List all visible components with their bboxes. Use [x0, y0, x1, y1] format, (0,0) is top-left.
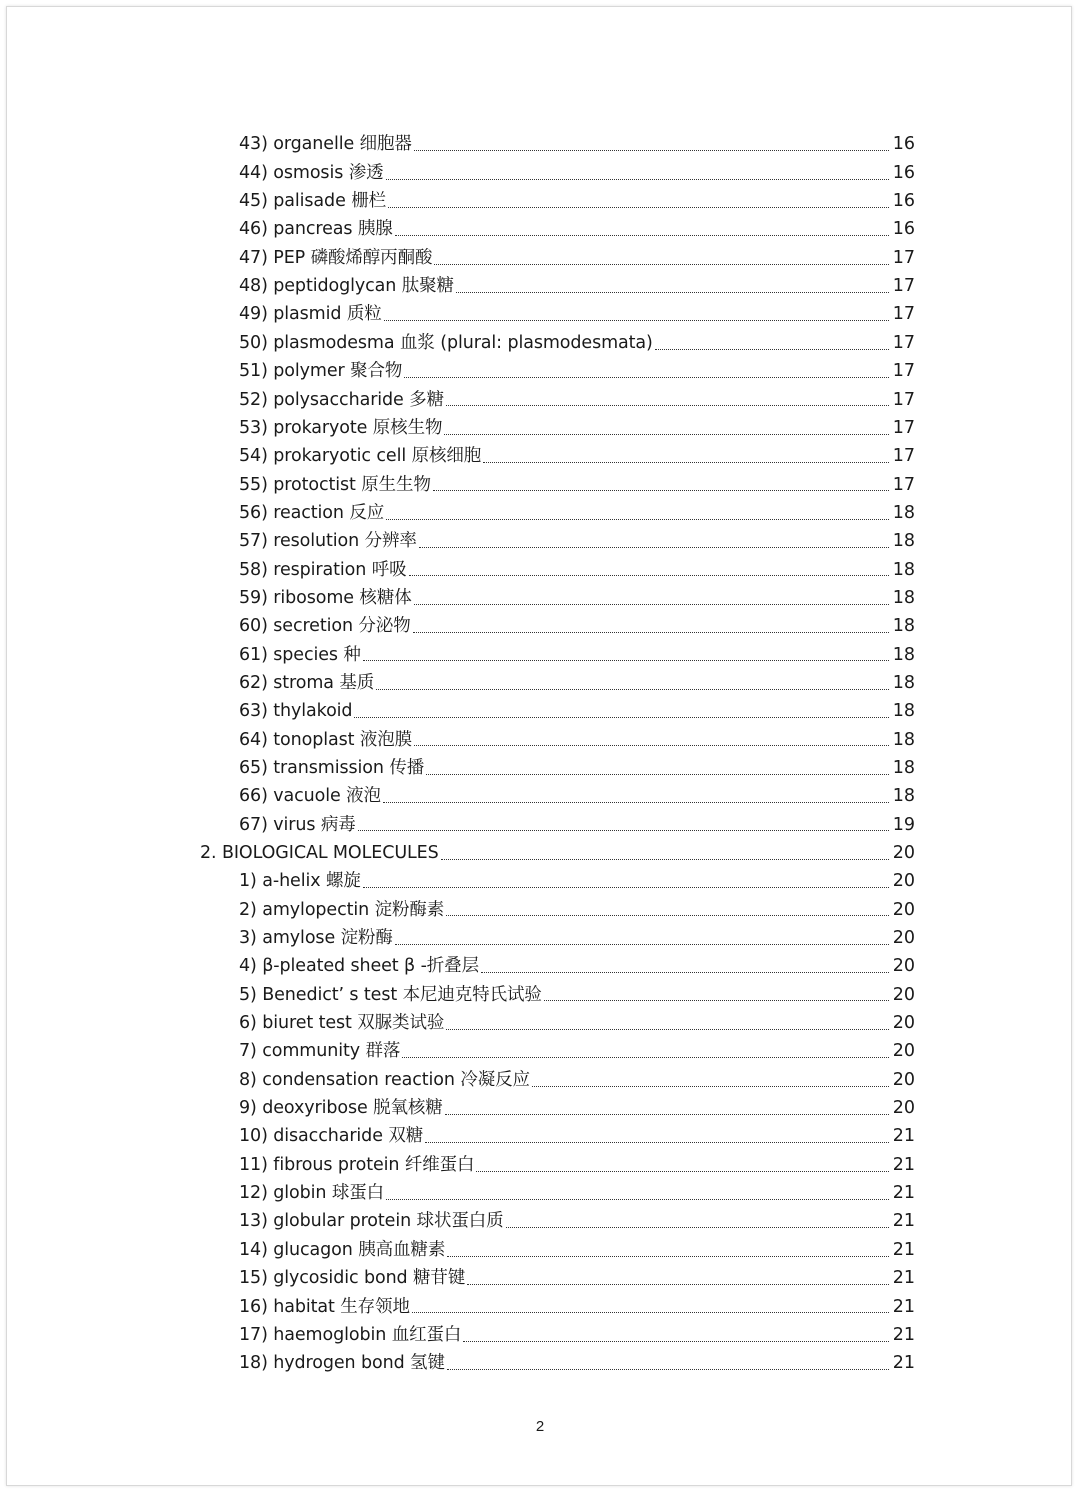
toc-entry[interactable] [0, 1038, 1080, 1066]
toc-entry-label: 58) respiration 呼吸 [239, 559, 407, 580]
toc-entry-page-number: 21 [892, 1268, 915, 1289]
toc-entry-page-number: 18 [892, 672, 915, 693]
toc-entry-label: 2. BIOLOGICAL MOLECULES [200, 843, 439, 864]
toc-entry[interactable] [0, 528, 1080, 556]
toc-entry-page-number: 20 [892, 899, 915, 920]
toc-entry[interactable] [0, 925, 1080, 953]
dot-leader [354, 716, 889, 718]
toc-entry[interactable] [0, 443, 1080, 471]
toc-entry-page-number: 18 [892, 502, 915, 523]
dot-leader [434, 263, 889, 265]
toc-entry-page-number: 17 [892, 417, 915, 438]
toc-entry-page-number: 17 [892, 304, 915, 325]
toc-entry-label: 6) biuret test 双脲类试验 [239, 1013, 445, 1034]
toc-entry[interactable] [0, 216, 1080, 244]
toc-entry-label: 4) β-pleated sheet β -折叠层 [239, 956, 479, 977]
toc-entry[interactable] [0, 670, 1080, 698]
toc-entry[interactable] [0, 896, 1080, 924]
dot-leader [414, 149, 889, 151]
toc-entry[interactable] [0, 244, 1080, 272]
dot-leader [386, 178, 890, 180]
toc-entry-label: 67) virus 病毒 [239, 814, 356, 835]
dot-leader [446, 404, 889, 406]
toc-entry-page-number: 17 [892, 247, 915, 268]
toc-entry-label: 10) disaccharide 双糖 [239, 1126, 424, 1147]
toc-entry[interactable] [0, 981, 1080, 1009]
toc-entry-label: 60) secretion 分泌物 [239, 616, 411, 637]
toc-entry-label: 11) fibrous protein 纤维蛋白 [239, 1154, 475, 1175]
toc-entry[interactable] [0, 471, 1080, 499]
dot-leader [483, 461, 889, 463]
dot-leader [481, 971, 889, 973]
toc-entry[interactable] [0, 131, 1080, 159]
dot-leader [419, 546, 889, 548]
toc-entry-page-number: 18 [892, 644, 915, 665]
dot-leader [445, 1113, 889, 1115]
toc-entry[interactable] [0, 414, 1080, 442]
dot-leader [388, 206, 889, 208]
toc-entry[interactable] [0, 868, 1080, 896]
toc-entry[interactable] [0, 1350, 1080, 1378]
dot-leader [414, 603, 889, 605]
toc-entry-page-number: 18 [892, 587, 915, 608]
dot-leader [425, 1141, 889, 1143]
toc-entry[interactable] [0, 726, 1080, 754]
toc-entry-label: 57) resolution 分辨率 [239, 531, 417, 552]
toc-entry[interactable] [0, 1151, 1080, 1179]
toc-entry-page-number: 21 [892, 1353, 915, 1374]
table-of-contents [0, 131, 1080, 1378]
toc-entry-label: 14) glucagon 胰高血糖素 [239, 1239, 446, 1260]
toc-entry-page-number: 18 [892, 729, 915, 750]
toc-entry-label: 43) organelle 细胞器 [239, 134, 412, 155]
dot-leader [404, 376, 889, 378]
toc-entry-label: 3) amylose 淀粉酶 [239, 928, 393, 949]
toc-entry[interactable] [0, 329, 1080, 357]
toc-entry-label: 48) peptidoglycan 肽聚糖 [239, 276, 454, 297]
toc-entry-label: 45) palisade 栅栏 [239, 191, 386, 212]
dot-leader [363, 886, 889, 888]
toc-entry[interactable] [0, 1321, 1080, 1349]
dot-leader [358, 829, 889, 831]
toc-entry-label: 17) haemoglobin 血红蛋白 [239, 1324, 462, 1345]
dot-leader [412, 1311, 889, 1313]
dot-leader [363, 659, 889, 661]
toc-entry[interactable] [0, 783, 1080, 811]
toc-entry-page-number: 17 [892, 389, 915, 410]
toc-entry-page-number: 20 [892, 1098, 915, 1119]
toc-entry-page-number: 18 [892, 616, 915, 637]
toc-entry-label: 62) stroma 基质 [239, 672, 375, 693]
toc-entry[interactable] [0, 386, 1080, 414]
toc-entry-label: 12) globin 球蛋白 [239, 1183, 385, 1204]
toc-entry[interactable] [0, 556, 1080, 584]
dot-leader [395, 943, 889, 945]
dot-leader [409, 574, 889, 576]
dot-leader [456, 291, 889, 293]
toc-entry-label: 50) plasmodesma 血浆 (plural: plasmodesmata) [239, 332, 653, 353]
toc-entry[interactable] [0, 499, 1080, 527]
toc-entry-label: 65) transmission 传播 [239, 757, 425, 778]
toc-entry-page-number: 20 [892, 1069, 915, 1090]
toc-entry-page-number: 20 [892, 928, 915, 949]
toc-entry-page-number: 18 [892, 701, 915, 722]
toc-entry-page-number: 20 [892, 871, 915, 892]
toc-entry-page-number: 18 [892, 757, 915, 778]
toc-entry[interactable] [0, 811, 1080, 839]
toc-entry-label: 1) a-helix 螺旋 [239, 871, 361, 892]
toc-entry-page-number: 18 [892, 531, 915, 552]
dot-leader [476, 1170, 889, 1172]
toc-entry[interactable] [0, 641, 1080, 669]
dot-leader [447, 1255, 889, 1257]
dot-leader [414, 744, 889, 746]
toc-entry-label: 44) osmosis 渗透 [239, 162, 384, 183]
toc-entry-page-number: 18 [892, 559, 915, 580]
dot-leader [441, 858, 889, 860]
toc-entry-page-number: 17 [892, 446, 915, 467]
toc-entry-page-number: 16 [892, 219, 915, 240]
dot-leader [402, 1056, 889, 1058]
dot-leader [446, 914, 889, 916]
toc-entry-label: 66) vacuole 液泡 [239, 786, 381, 807]
toc-entry-label: 2) amylopectin 淀粉酶素 [239, 899, 445, 920]
toc-entry-label: 16) habitat 生存领地 [239, 1296, 410, 1317]
toc-entry-label: 55) protoctist 原生生物 [239, 474, 431, 495]
dot-leader [376, 688, 889, 690]
toc-entry-page-number: 21 [892, 1296, 915, 1317]
toc-entry-label: 64) tonoplast 液泡膜 [239, 729, 413, 750]
toc-entry[interactable] [0, 1010, 1080, 1038]
toc-entry-page-number: 16 [892, 162, 915, 183]
toc-entry[interactable] [0, 1208, 1080, 1236]
toc-entry[interactable] [0, 613, 1080, 641]
dot-leader [386, 1198, 889, 1200]
toc-entry-page-number: 21 [892, 1324, 915, 1345]
toc-entry-label: 47) PEP 磷酸烯醇丙酮酸 [239, 247, 433, 268]
toc-entry-page-number: 19 [892, 814, 915, 835]
toc-entry[interactable] [0, 1265, 1080, 1293]
toc-entry-page-number: 21 [892, 1126, 915, 1147]
dot-leader [447, 1368, 889, 1370]
toc-entry[interactable] [0, 1123, 1080, 1151]
toc-entry-page-number: 20 [892, 984, 915, 1005]
dot-leader [506, 1226, 889, 1228]
toc-entry-page-number: 17 [892, 361, 915, 382]
toc-entry-page-number: 16 [892, 191, 915, 212]
toc-entry-label: 56) reaction 反应 [239, 502, 385, 523]
dot-leader [444, 433, 889, 435]
dot-leader [426, 773, 889, 775]
toc-entry[interactable] [0, 301, 1080, 329]
toc-entry-page-number: 17 [892, 276, 915, 297]
toc-entry-label: 46) pancreas 胰腺 [239, 219, 393, 240]
toc-entry-label: 7) community 群落 [239, 1041, 401, 1062]
toc-entry-page-number: 17 [892, 474, 915, 495]
dot-leader [395, 234, 889, 236]
toc-entry-page-number: 20 [892, 956, 915, 977]
toc-entry-label: 9) deoxyribose 脱氧核糖 [239, 1098, 443, 1119]
toc-entry-page-number: 18 [892, 786, 915, 807]
toc-entry[interactable] [0, 1095, 1080, 1123]
toc-entry[interactable] [0, 1066, 1080, 1094]
toc-entry[interactable] [0, 188, 1080, 216]
toc-entry[interactable] [0, 1293, 1080, 1321]
toc-entry-page-number: 20 [892, 1041, 915, 1062]
dot-leader [433, 489, 889, 491]
toc-entry[interactable] [0, 273, 1080, 301]
page-number: 2 [535, 1418, 545, 1435]
dot-leader [655, 348, 889, 350]
toc-entry-label: 18) hydrogen bond 氢键 [239, 1353, 445, 1374]
dot-leader [544, 999, 889, 1001]
toc-entry-page-number: 21 [892, 1239, 915, 1260]
toc-entry-page-number: 17 [892, 332, 915, 353]
dot-leader [383, 801, 889, 803]
toc-entry[interactable] [0, 953, 1080, 981]
dot-leader [532, 1085, 889, 1087]
dot-leader [413, 631, 889, 633]
toc-entry[interactable] [0, 1236, 1080, 1264]
dot-leader [446, 1028, 889, 1030]
dot-leader [386, 518, 889, 520]
dot-leader [467, 1283, 889, 1285]
toc-entry[interactable] [0, 698, 1080, 726]
toc-entry-label: 13) globular protein 球状蛋白质 [239, 1211, 504, 1232]
toc-entry-page-number: 20 [892, 1013, 915, 1034]
toc-entry-page-number: 21 [892, 1211, 915, 1232]
toc-entry-label: 51) polymer 聚合物 [239, 361, 403, 382]
toc-entry[interactable] [0, 358, 1080, 386]
toc-entry-label: 5) Benedict’ s test 本尼迪克特氏试验 [239, 984, 542, 1005]
toc-entry[interactable] [0, 159, 1080, 187]
toc-entry-label: 61) species 种 [239, 644, 361, 665]
toc-entry-page-number: 21 [892, 1183, 915, 1204]
toc-entry-label: 8) condensation reaction 冷凝反应 [239, 1069, 530, 1090]
toc-section-heading[interactable] [0, 840, 1080, 868]
toc-entry-page-number: 21 [892, 1154, 915, 1175]
dot-leader [384, 319, 889, 321]
toc-entry-page-number: 20 [892, 843, 915, 864]
toc-entry-label: 49) plasmid 质粒 [239, 304, 382, 325]
toc-entry-page-number: 16 [892, 134, 915, 155]
toc-entry-label: 54) prokaryotic cell 原核细胞 [239, 446, 482, 467]
toc-entry-label: 53) prokaryote 原核生物 [239, 417, 443, 438]
toc-entry-label: 15) glycosidic bond 糖苷键 [239, 1268, 466, 1289]
toc-entry-label: 52) polysaccharide 多糖 [239, 389, 444, 410]
toc-entry[interactable] [0, 1180, 1080, 1208]
toc-entry[interactable] [0, 755, 1080, 783]
toc-entry-label: 63) thylakoid [239, 701, 353, 722]
toc-entry[interactable] [0, 585, 1080, 613]
dot-leader [463, 1340, 889, 1342]
toc-entry-label: 59) ribosome 核糖体 [239, 587, 412, 608]
